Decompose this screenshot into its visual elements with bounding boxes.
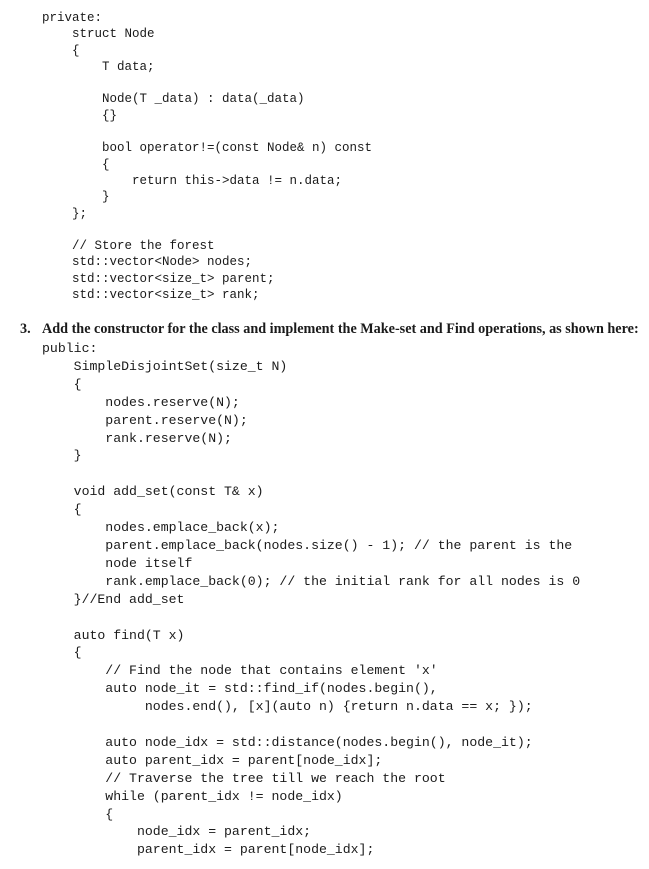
code-line: Node(T _data) : data(_data): [42, 92, 305, 107]
code-line: // Traverse the tree till we reach the root: [42, 770, 446, 786]
step-text: Add the constructor for the class and implement the Make-set and Find operations, as shown here:: [42, 321, 639, 337]
code-line: {: [42, 157, 110, 172]
code-line: {: [42, 806, 114, 822]
code-line: nodes.end(), [x](auto n) {return n.data == x; });: [42, 699, 533, 715]
code-line: auto node_it = std::find_if(nodes.begin(),: [42, 681, 438, 697]
code-line: [42, 716, 580, 734]
code-line: std::vector<size_t> parent;: [42, 271, 275, 286]
code-line: std::vector<Node> nodes;: [42, 255, 253, 270]
code-line: [42, 222, 372, 238]
code-line: auto find(T x): [42, 627, 185, 643]
code-block-private-members: [42, 10, 372, 303]
code-line: parent.reserve(N);: [42, 412, 248, 428]
code-line: struct Node: [42, 27, 155, 42]
code-line: [42, 75, 372, 91]
code-line: {: [42, 43, 80, 58]
code-line: nodes.reserve(N);: [42, 394, 240, 410]
code-line: auto parent_idx = parent[node_idx];: [42, 752, 383, 768]
code-line: bool operator!=(const Node& n) const: [42, 141, 373, 156]
code-line: {: [42, 645, 82, 661]
code-line: [42, 124, 372, 140]
code-line: SimpleDisjointSet(size_t N): [42, 358, 288, 374]
code-line: parent.emplace_back(nodes.size() - 1); // the parent is the: [42, 537, 573, 553]
code-line: std::vector<size_t> rank;: [42, 288, 260, 303]
code-line: void add_set(const T& x): [42, 484, 264, 500]
code-line: {: [42, 376, 82, 392]
code-line: rank.reserve(N);: [42, 430, 232, 446]
code-line: {: [42, 502, 82, 518]
code-line: {}: [42, 108, 118, 123]
code-line: }: [42, 448, 82, 464]
step-3-instruction: [20, 321, 639, 338]
code-line: // Store the forest: [42, 239, 215, 254]
code-line: [42, 465, 580, 483]
code-line: };: [42, 206, 88, 221]
code-line: T data;: [42, 59, 155, 74]
code-line: return this->data != n.data;: [42, 173, 343, 188]
code-line: while (parent_idx != node_idx): [42, 788, 343, 804]
code-line: }//End add_set: [42, 591, 185, 607]
code-line: rank.emplace_back(0); // the initial rank for all nodes is 0: [42, 573, 581, 589]
code-line: parent_idx = parent[node_idx];: [42, 842, 375, 858]
code-line: private:: [42, 11, 103, 25]
code-line: // Find the node that contains element 'x': [42, 663, 438, 679]
code-line: nodes.emplace_back(x);: [42, 520, 280, 536]
code-block-public-methods: [42, 340, 580, 859]
code-line: node itself: [42, 555, 193, 571]
code-line: auto node_idx = std::distance(nodes.begin(), node_it);: [42, 734, 533, 750]
step-number: 3.: [20, 321, 31, 337]
code-line: node_idx = parent_idx;: [42, 824, 312, 840]
code-line: public:: [42, 341, 98, 356]
code-line: }: [42, 190, 110, 205]
code-line: [42, 609, 580, 627]
